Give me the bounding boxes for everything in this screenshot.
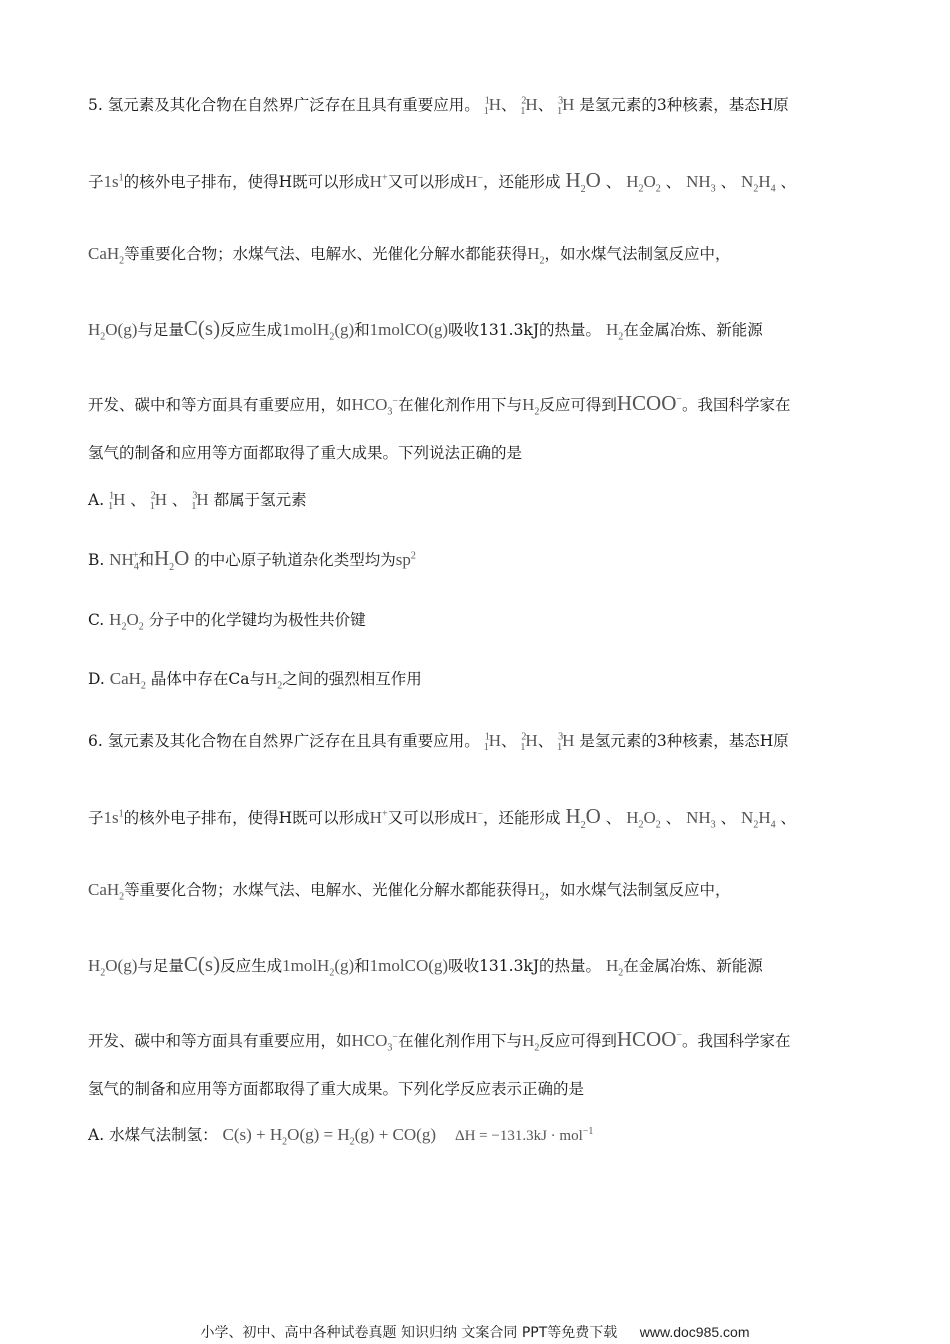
formula-h2o2: $H_2O_2$	[626, 172, 661, 195]
formula-h2o2: $H_2O_2$	[109, 610, 144, 633]
equation-water-gas: $C(s) + H_2O(g) = H_2(g) + CO(g)$	[222, 1125, 436, 1148]
q5-line-6: 氢气的制备和应用等方面都取得了重大成果。下列说法正确的是	[88, 444, 523, 462]
q6-line-6: 氢气的制备和应用等方面都取得了重大成果。下列化学反应表示正确的是	[88, 1080, 585, 1098]
isotope-1h: $^1_1$H	[483, 95, 501, 118]
isotope-2h: $^2_1$H	[149, 490, 167, 513]
formula-h2o: $H_2O$	[565, 168, 601, 196]
footer-url[interactable]: www.doc985.com	[639, 1324, 750, 1340]
isotope-1h: $^1_1$H	[483, 731, 501, 754]
formula-h2: $H_2$	[527, 244, 545, 267]
formula-h2o-g: $H_2O(g)$	[88, 320, 138, 343]
formula-h2: $H_2$	[605, 320, 624, 343]
q5-line-1: 5. 氢元素及其化合物在自然界广泛存在且具有重要应用。 $^1_1$H、 $^2_1$H、 $^3_1$H 是氢元素的3种核素，基态H原	[88, 95, 789, 118]
footer-text: 小学、初中、高中各种试卷真题 知识归纳 文案合同 PPT等免费下载	[200, 1325, 618, 1341]
q5-line-2: 子$1s^1$的核外电子排布，使得H既可以形成H+又可以形成H−，还能形成 $H_2O$ 、 $H_2O_2$ 、 $NH_3$ 、 $N_2H_4$ 、	[88, 168, 797, 196]
formula-hcoo: HCOO−	[616, 391, 683, 415]
formula-c-s: C(s)	[183, 316, 221, 340]
formula-1mol-h2: 1molH$_2$(g)	[282, 320, 355, 343]
isotope-3h: $^3_1$H	[557, 731, 575, 754]
isotope-3h: $^3_1$H	[557, 95, 575, 118]
formula-h2: $H_2$	[522, 395, 540, 418]
q6-line-3: CaH$_2$等重要化合物；水煤气法、电解水、光催化分解水都能获得$H_2$，如水煤气法制氢反应中，	[88, 880, 731, 903]
formula-h2: $H_2$	[264, 669, 283, 692]
q6-line-2: 子$1s^1$的核外电子排布，使得H既可以形成H+又可以形成H−，还能形成 $H_2O$ 、 $H_2O_2$ 、 $NH_3$ 、 $N_2H_4$ 、	[88, 804, 797, 832]
page-footer	[0, 1322, 950, 1342]
question-number: 6.	[88, 732, 103, 750]
q5-option-b[interactable]: B. $NH_4^+$和$H_2O$ 的中心原子轨道杂化类型均为$sp^2$	[88, 546, 416, 574]
q6-line-4: $H_2O(g)$与足量C(s)反应生成1molH$_2$(g)和1molCO(g)吸收131.3kJ的热量。 $H_2$在金属冶炼、新能源	[88, 952, 763, 979]
formula-n2h4: $N_2H_4$	[741, 172, 776, 195]
isotope-2h: $^2_1$H	[520, 731, 538, 754]
q5-line-4: $H_2O(g)$与足量C(s)反应生成1molH$_2$(g)和1molCO(g)吸收131.3kJ的热量。 $H_2$在金属冶炼、新能源	[88, 316, 763, 343]
q5-option-a[interactable]: A. $^1_1$H 、 $^2_1$H 、 $^3_1$H 都属于氢元素	[88, 490, 307, 513]
formula-nh3: $NH_3$	[686, 172, 716, 195]
formula-h-minus: H−	[465, 172, 484, 191]
formula-sp2: $sp^2$	[395, 550, 416, 569]
formula-h-plus: H+	[369, 172, 388, 191]
formula-1s1: $1s^1$	[103, 172, 124, 191]
q5-line-3: CaH$_2$等重要化合物；水煤气法、电解水、光催化分解水都能获得$H_2$，如水煤气法制氢反应中，	[88, 244, 731, 267]
formula-nh4: $NH_4^+$	[109, 550, 139, 573]
isotope-3h: $^3_1$H	[191, 490, 209, 513]
formula-cah2: CaH$_2$	[88, 244, 125, 267]
formula-cah2: CaH$_2$	[109, 669, 146, 692]
q5-line-5: 开发、碳中和等方面具有重要应用，如$HCO_3^-$在催化剂作用下与$H_2$反应可得到HCOO−。我国科学家在	[88, 391, 791, 418]
formula-1mol-co: 1molCO(g)	[369, 320, 449, 339]
isotope-2h: $^2_1$H	[520, 95, 538, 118]
enthalpy-value: ΔH = −131.3kJ · mol$^{-1}$	[454, 1126, 594, 1144]
formula-hco3: $HCO_3^-$	[351, 395, 399, 418]
q5-option-d[interactable]: D. CaH$_2$ 晶体中存在Ca与$H_2$之间的强烈相互作用	[88, 669, 422, 692]
formula-h2o: $H_2O$	[153, 546, 190, 574]
question-number: 5.	[88, 96, 103, 114]
q6-option-a[interactable]: A. 水煤气法制氢： $C(s) + H_2O(g) = H_2(g) + CO(g) \Delta H = -131.3kJ \cdot mol^{-1}$	[88, 1125, 594, 1148]
q5-option-c[interactable]: C. $H_2O_2$ 分子中的化学键均为极性共价键	[88, 610, 366, 633]
q6-line-1: 6. 氢元素及其化合物在自然界广泛存在且具有重要应用。 $^1_1$H、 $^2_1$H、 $^3_1$H 是氢元素的3种核素，基态H原	[88, 731, 789, 754]
q6-line-5: 开发、碳中和等方面具有重要应用，如$HCO_3^-$在催化剂作用下与$H_2$反应可得到HCOO−。我国科学家在	[88, 1027, 791, 1054]
isotope-1h: $^1_1$H	[108, 490, 126, 513]
